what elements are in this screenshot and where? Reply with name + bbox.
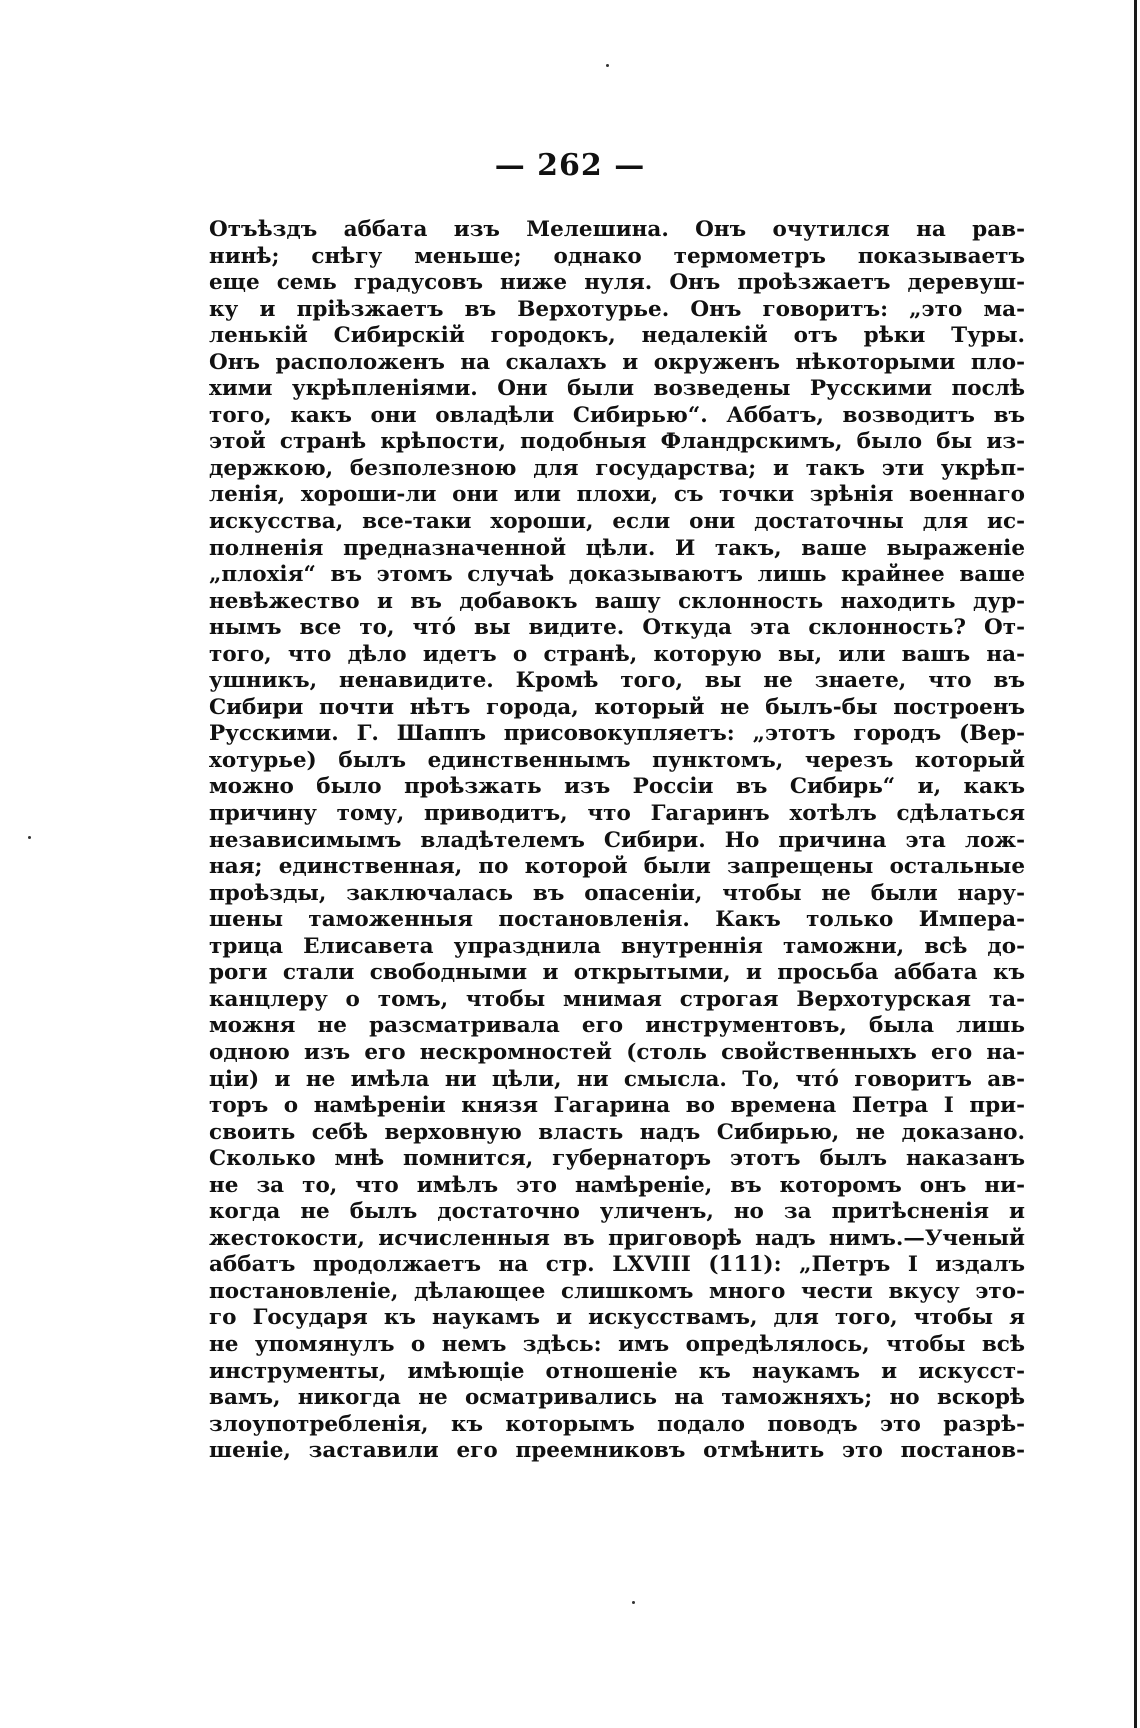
text-line: можно было проѣзжать изъ Россіи въ Сибирь“ и, какъ (209, 774, 1025, 800)
text-line: когда не былъ достаточно уличенъ, но за притѣсненія и (209, 1199, 1025, 1225)
scan-speck (28, 836, 31, 839)
text-line: держкою, безполезною для государства; и такъ эти укрѣп- (209, 455, 1025, 481)
text-line: инструменты, имѣющіе отношеніе къ наукамъ и искусст- (209, 1358, 1025, 1384)
text-line: Сибири почти нѣтъ города, который не былъ-бы построенъ (209, 694, 1025, 720)
text-line: независимымъ владѣтелемъ Сибири. Но причина эта лож- (209, 827, 1025, 853)
text-line: Русскими. Г. Шаппъ присовокупляетъ: „этотъ городъ (Вер- (209, 721, 1025, 747)
text-line: нинѣ; снѣгу меньше; однако термометръ показываетъ (209, 243, 1025, 269)
text-line: полненія предназначенной цѣли. И такъ, ваше выраженіе (209, 535, 1025, 561)
text-line: проѣзды, заключалась въ опасеніи, чтобы не были нару- (209, 880, 1025, 906)
scan-speck (632, 1601, 635, 1604)
text-line: ціи) и не имѣла ни цѣли, ни смысла. То, чтó говоритъ ав- (209, 1066, 1025, 1092)
text-line: торъ о намѣреніи князя Гагарина во времена Петра I при- (209, 1093, 1025, 1119)
text-line: того, какъ они овладѣли Сибирью“. Аббатъ, возводитъ въ (209, 402, 1025, 428)
text-line: аббатъ продолжаетъ на стр. LXVIII (111): „Петръ I издалъ (209, 1252, 1025, 1278)
text-line: этой странѣ крѣпости, подобныя Фландрскимъ, было бы из- (209, 429, 1025, 455)
text-line: трица Елисавета упразднила внутреннія таможни, всѣ до- (209, 933, 1025, 959)
text-line: ку и пріѣзжаетъ въ Верхотурье. Онъ говоритъ: „это ма- (209, 296, 1025, 322)
text-line: Сколько мнѣ помнится, губернаторъ этотъ былъ наказанъ (209, 1146, 1025, 1172)
text-line: Онъ расположенъ на скалахъ и окруженъ нѣкоторыми пло- (209, 349, 1025, 375)
text-line: ная; единственная, по которой были запрещены остальные (209, 854, 1025, 880)
body-text (209, 217, 1025, 1465)
text-line: го Государя къ наукамъ и искусствамъ, для того, чтобы я (209, 1305, 1025, 1331)
text-line: нымъ все то, чтó вы видите. Откуда эта склонность? От- (209, 615, 1025, 641)
text-line: ушникъ, ненавидите. Кромѣ того, вы не знаете, что въ (209, 668, 1025, 694)
text-line: постановленіе, дѣлающее слишкомъ много чести вкусу это- (209, 1278, 1025, 1304)
text-line: искусства, все-таки хороши, если они достаточны для ис- (209, 509, 1025, 535)
text-line: злоупотребленія, къ которымъ подало поводъ это разрѣ- (209, 1411, 1025, 1437)
scan-speck (606, 64, 609, 67)
text-line: еще семь градусовъ ниже нуля. Онъ проѣзжаетъ деревуш- (209, 270, 1025, 296)
text-line: одною изъ его нескромностей (столь свойственныхъ его на- (209, 1039, 1025, 1065)
page-number: — 262 — (494, 148, 646, 183)
page-edge-border (1134, 0, 1137, 1728)
text-line: шены таможенныя постановленія. Какъ только Импера- (209, 907, 1025, 933)
text-line: ленькій Сибирскій городокъ, недалекій отъ рѣки Туры. (209, 323, 1025, 349)
text-line: „плохія“ въ этомъ случаѣ доказываютъ лишь крайнее ваше (209, 562, 1025, 588)
text-line: Отъѣздъ аббата изъ Мелешина. Онъ очутился на рав- (209, 217, 1025, 242)
text-line: хотурье) былъ единственнымъ пунктомъ, черезъ который (209, 747, 1025, 773)
text-line: шеніе, заставили его преемниковъ отмѣнить это постанов- (209, 1438, 1025, 1464)
text-line: невѣжество и въ добавокъ вашу склонность находить дур- (209, 588, 1025, 614)
text-line: того, что дѣло идетъ о странѣ, которую вы, или вашъ на- (209, 641, 1025, 667)
text-line: не упомянулъ о немъ здѣсь: имъ опредѣлялось, чтобы всѣ (209, 1331, 1025, 1357)
text-line: вамъ, никогда не осматривались на таможняхъ; но вскорѣ (209, 1385, 1025, 1411)
text-line: своить себѣ верховную власть надъ Сибирью, не доказано. (209, 1119, 1025, 1145)
text-line: роги стали свободными и открытыми, и просьба аббата къ (209, 960, 1025, 986)
text-line: хими укрѣпленіями. Они были возведены Русскими послѣ (209, 376, 1025, 402)
text-line: ленія, хороши-ли они или плохи, съ точки зрѣнія военнаго (209, 482, 1025, 508)
text-line: жестокости, исчисленныя въ приговорѣ надъ нимъ.—Ученый (209, 1225, 1025, 1251)
text-line: можня не разсматривала его инструментовъ, была лишь (209, 1013, 1025, 1039)
text-line: причину тому, приводитъ, что Гагаринъ хотѣлъ сдѣлаться (209, 801, 1025, 827)
text-line: не за то, что имѣлъ это намѣреніе, въ которомъ онъ ни- (209, 1172, 1025, 1198)
text-line: канцлеру о томъ, чтобы мнимая строгая Верхотурская та- (209, 986, 1025, 1012)
